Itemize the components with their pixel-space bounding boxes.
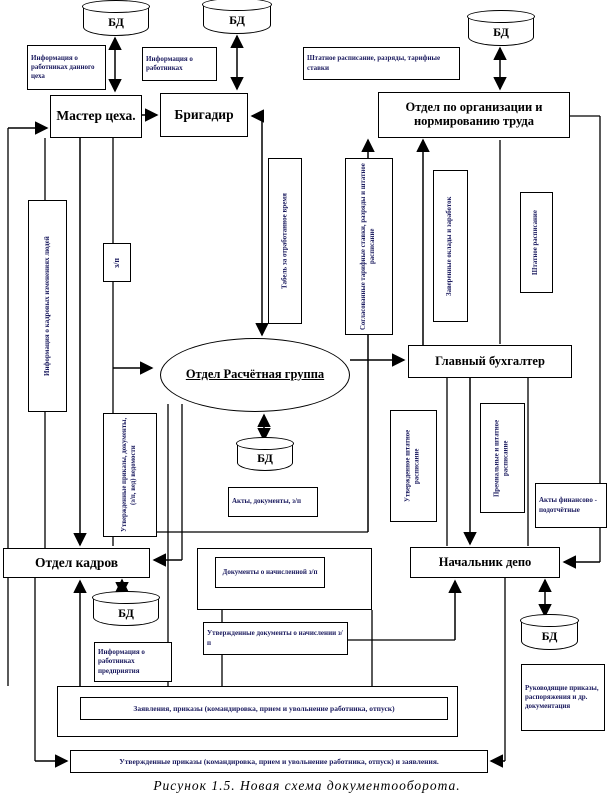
node-master-tseha xyxy=(50,95,142,138)
label-shtatnoe-raspisanie xyxy=(520,192,553,293)
label-text: Табель за отработанное время xyxy=(280,193,289,289)
db-label: БД xyxy=(108,15,124,29)
database-cylinder-brigadir xyxy=(203,4,271,34)
label-text: Утвержденное штатное расписание xyxy=(404,429,421,503)
node-nachalnik-depo xyxy=(410,547,560,578)
label-text: Утвержденные приказы (командировка, прием и увольнение работника, отпуск) и заявления. xyxy=(119,756,439,766)
database-cylinder-raschet xyxy=(237,443,293,471)
label-info-kadr-changes xyxy=(28,200,67,412)
node-label: Мастер цеха. xyxy=(56,108,136,124)
label-text: Документы о начисленной з/п xyxy=(222,567,318,576)
node-otdel-kadrov xyxy=(3,548,150,578)
label-zp xyxy=(103,243,131,282)
db-label: БД xyxy=(118,605,134,620)
db-label: БД xyxy=(257,451,273,465)
label-text: Информация о работниках xyxy=(146,54,193,72)
label-text: Информация о работниках данного цеха xyxy=(31,53,95,81)
node-glavnyy-buhgalter xyxy=(408,345,572,378)
label-zayavleniya-prikazy xyxy=(80,697,448,720)
label-akty-dokumenty-zp xyxy=(228,487,318,517)
database-cylinder-master xyxy=(83,6,149,36)
label-text: Заявления, приказы (командировка, прием и увольнение работника, отпуск) xyxy=(133,703,395,713)
database-cylinder-nachalnik-depo xyxy=(521,620,578,650)
label-text: Акты, документы, з/п xyxy=(232,497,301,506)
label-dokumenty-nachislennoy-zp xyxy=(215,557,325,588)
node-label: Отдел Расчётная группа xyxy=(185,367,325,382)
label-text: Информация о кадровых изменениях людей xyxy=(42,236,51,376)
label-info-predpriyatiya xyxy=(94,642,172,682)
label-text: Утвержденные приказы, документы, (з/п, вед) ведомости xyxy=(121,417,137,533)
node-raschetnaya-gruppa xyxy=(160,338,350,412)
label-text: Согласованные тарифные ставки, разряды и штатное расписание xyxy=(360,163,376,330)
node-otdel-org-truda xyxy=(378,92,570,138)
label-text: з/п xyxy=(111,257,121,268)
label-text: Руководящие приказы, распоряжения и др. документация xyxy=(525,683,599,711)
db-label: БД xyxy=(541,629,558,643)
node-label: Бригадир xyxy=(174,106,234,122)
node-label: Отдел по организации и нормированию труда xyxy=(405,100,543,128)
node-brigadir xyxy=(160,93,248,137)
label-text: Утвержденные документы о начислении з/п xyxy=(207,629,343,647)
label-text: Штатное расписание, разряды, тарифные ставки xyxy=(307,54,441,72)
db-label: БД xyxy=(493,25,509,39)
label-shtatnoe-raspisanie-razryady xyxy=(303,47,460,80)
label-utverzhdennye-dokumenty xyxy=(203,622,348,655)
node-label: Отдел кадров xyxy=(34,554,119,570)
label-info-workers xyxy=(142,47,217,81)
label-soglasovannye-stavki xyxy=(345,158,393,335)
label-premialnye xyxy=(480,403,525,513)
label-info-shop-workers xyxy=(27,45,106,90)
database-cylinder-otdel-org xyxy=(468,16,534,46)
label-text: Заверенные оклады и заработок xyxy=(446,196,454,296)
node-label: Главный бухгалтер xyxy=(435,353,545,368)
label-text: Премиальные и штатное расписание xyxy=(493,419,510,497)
label-rukovodyashchie-prikazy xyxy=(521,664,605,731)
label-text: Штатное расписание xyxy=(532,210,540,275)
label-utverzhdennye-prikazy-vert xyxy=(103,413,157,537)
node-label: Начальник депо xyxy=(438,554,532,569)
label-zaverennye-oklady xyxy=(433,170,468,322)
database-cylinder-otdel-kadrov xyxy=(93,597,159,626)
db-label: БД xyxy=(229,13,245,27)
figure-caption: Рисунок 1.5. Новая схема документооборота. xyxy=(153,778,461,793)
label-utverzhdennoe-shtatnoe xyxy=(390,410,437,522)
label-utverzhdennye-prikazy-wide xyxy=(70,750,488,773)
label-akty-finansovo xyxy=(535,483,607,528)
label-tabel xyxy=(268,158,302,324)
label-text: Акты финансово - подотчётные xyxy=(539,496,597,514)
label-text: Информация о работниках предприятия xyxy=(98,648,145,675)
